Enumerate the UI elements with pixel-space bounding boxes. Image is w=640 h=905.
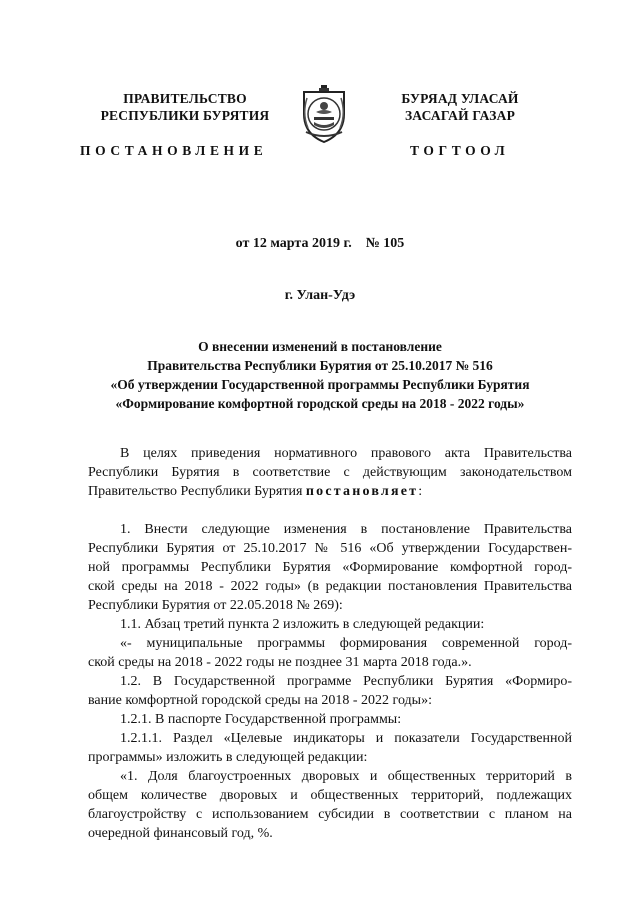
- document-number: № 105: [365, 236, 405, 251]
- preamble-line: В целях приведения нормативного правового акта Правительства: [120, 446, 572, 461]
- body-line: Республики Бурятия от 22.05.2018 № 269):: [88, 598, 343, 613]
- body-line: 1.2.1. В паспорте Государственной программы:: [120, 712, 402, 727]
- document-date-number: [0, 236, 640, 252]
- title-line: «Формирование комфортной городской среды на 2018 - 2022 годы»: [115, 396, 525, 411]
- preamble-line: Республики Бурятия в соответствие с действующим законодательством: [88, 465, 572, 480]
- issuer-name-buryat: [370, 90, 550, 124]
- document-type-buryat: ТОГТООЛ: [410, 143, 510, 158]
- issuer-buryat-line-1: БУРЯАД УЛАСАЙ: [401, 91, 519, 106]
- paragraph-1-1: [88, 615, 572, 634]
- issuer-line-2: РЕСПУБЛИКИ БУРЯТИЯ: [100, 108, 270, 123]
- body-line: общем количестве дворовых и общественных территорий, подлежащих: [88, 788, 572, 803]
- document-date: от 12 марта 2019 г.: [235, 236, 352, 251]
- issuer-name-russian: [90, 90, 280, 124]
- body-line: благоустройству с использованием субсидии в соответствии с планом на: [88, 807, 572, 822]
- body-line: ской среды на 2018 - 2022 годы не позднее 31 марта 2018 года.».: [88, 655, 472, 670]
- paragraph-1: [88, 520, 572, 615]
- preamble-text: Правительство Республики Бурятия: [88, 484, 306, 499]
- body-line: 1.1. Абзац третий пункта 2 изложить в следующей редакции:: [120, 617, 485, 632]
- preamble: [88, 444, 572, 501]
- title-line: О внесении изменений в постановление: [198, 339, 442, 354]
- body-line: 1. Внести следующие изменения в постановление Правительства: [120, 522, 572, 537]
- issuer-line-1: ПРАВИТЕЛЬСТВО: [123, 91, 247, 106]
- body-line: ской среды на 2018 - 2022 годы» (в редакции постановления Правительства: [88, 579, 572, 594]
- body-line: «- муниципальные программы формирования современной город-: [120, 636, 572, 651]
- paragraph-1-2: [88, 672, 572, 710]
- body-line: очередной финансовый год, %.: [88, 826, 273, 841]
- resolution-body: [88, 520, 572, 843]
- body-line: 1.2. В Государственной программе Республики Бурятия «Формиро-: [120, 674, 572, 689]
- title-line: Правительства Республики Бурятия от 25.10.2017 № 516: [147, 358, 493, 373]
- paragraph-1-2-1: [88, 710, 572, 729]
- body-line: Республики Бурятия от 25.10.2017 № 516 «Об утверждении Государствен-: [88, 541, 572, 556]
- paragraph-indicator-1: [88, 767, 572, 843]
- paragraph-1-2-1-1: [88, 729, 572, 767]
- body-line: программы» изложить в следующей редакции:: [88, 750, 368, 765]
- resolves-word: постановляет: [305, 484, 419, 499]
- issuer-buryat-line-2: ЗАСАГАЙ ГАЗАР: [404, 108, 516, 123]
- body-line: вание комфортной городской среды на 2018 - 2022 годы»:: [88, 693, 432, 708]
- paragraph-1-1-text: [88, 634, 572, 672]
- title-line: «Об утверждении Государственной программы Республики Бурятия: [110, 377, 530, 392]
- preamble-line: [88, 482, 572, 501]
- body-line: «1. Доля благоустроенных дворовых и общественных территорий в: [120, 769, 572, 784]
- preamble-colon: :: [418, 484, 423, 499]
- body-line: ной программы Республики Бурятия «Формирование комфортной город-: [88, 560, 572, 575]
- document-title: [60, 337, 580, 413]
- coat-of-arms-icon: [298, 84, 350, 146]
- document-type-russian: ПОСТАНОВЛЕНИЕ: [80, 143, 268, 158]
- document-city: г. Улан-Удэ: [284, 288, 356, 303]
- body-line: 1.2.1.1. Раздел «Целевые индикаторы и показатели Государственной: [120, 731, 572, 746]
